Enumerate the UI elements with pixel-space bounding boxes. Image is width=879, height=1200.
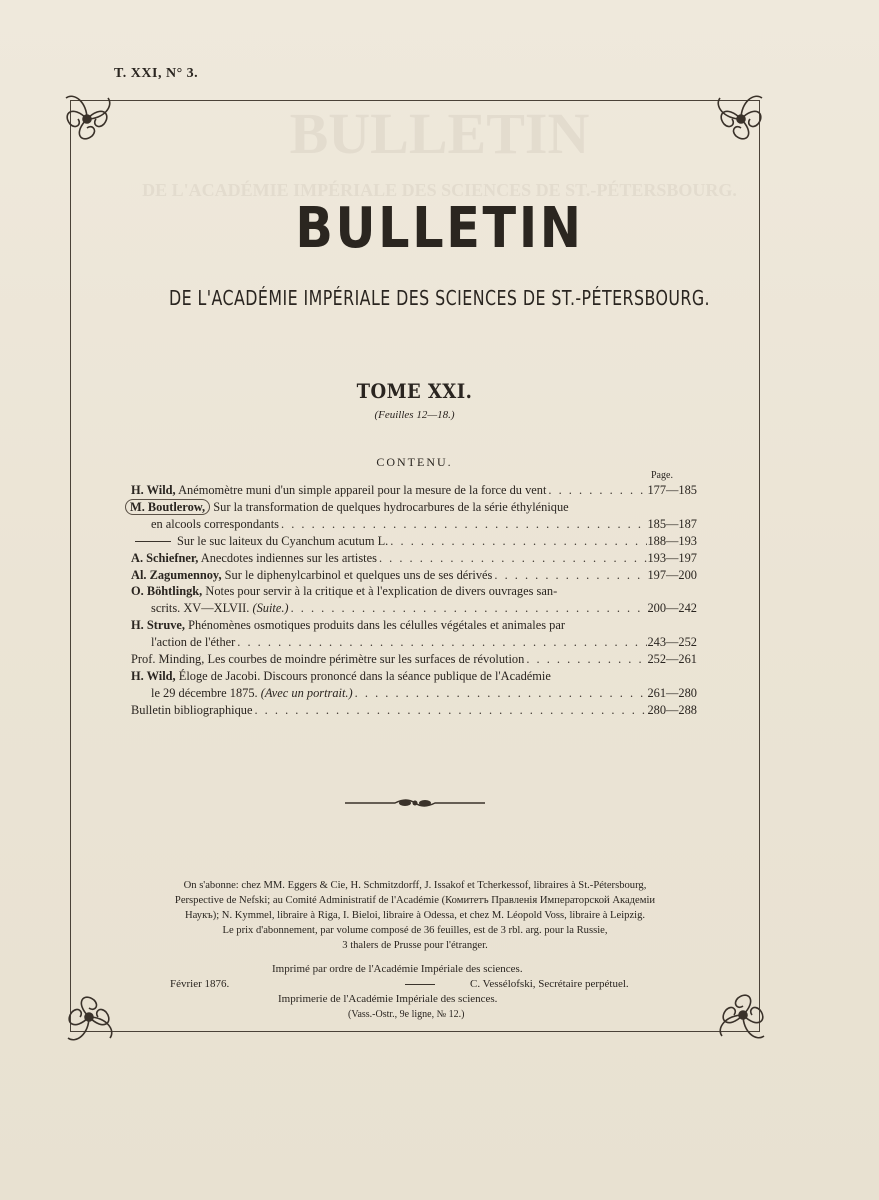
toc-entry <box>131 533 697 550</box>
corner-ornament-top-right <box>706 84 776 154</box>
toc-leader <box>492 567 647 584</box>
series-number: T. XXI, N° 3. <box>114 66 199 81</box>
toc-pages: 200—242 <box>647 601 697 616</box>
toc-entry <box>131 550 697 567</box>
toc-title: Les courbes de moindre périmètre sur les surfaces de révolution <box>207 652 525 667</box>
toc-title: Phénomènes osmotiques produits dans les célulles végétales et animales par <box>188 618 565 633</box>
toc-leader <box>546 482 647 499</box>
printer-address: (Vass.-Ostr., 9e ligne, № 12.) <box>348 1009 465 1020</box>
notice-line: Наукъ); N. Kymmel, libraire à Riga, I. Bieloi, libraire à Odessa, et chez M. Léopold Voss, libraire à Leipzig. <box>184 910 646 921</box>
notice-line: 3 thalers de Prusse pour l'étranger. <box>342 940 488 951</box>
toc-pages: 243—252 <box>647 635 697 650</box>
toc-author: M. Boutlerow, <box>125 499 210 515</box>
toc-title: Sur le suc laiteux du Cyanchum acutum L. <box>177 533 389 548</box>
toc-entry <box>131 702 697 719</box>
toc-title: Anecdotes indiennes sur les artistes <box>200 550 377 565</box>
notice-line: Le prix d'abonnement, par volume composé de 36 feuilles, est de 3 rbl. arg. pour la Russie, <box>222 925 608 936</box>
toc-leader <box>524 651 647 668</box>
corner-ornament-bottom-right <box>708 980 778 1050</box>
toc-note: (Avec un portrait.) <box>260 685 353 700</box>
contents-heading: CONTENU. <box>376 455 453 469</box>
imprint-separator <box>405 984 435 985</box>
toc-pages: 185—187 <box>647 516 697 531</box>
toc-leader <box>235 634 647 651</box>
notice-line: Perspective de Nefski; au Comité Administratif de l'Académie (Комитетъ Правленія Императорской Академіи <box>174 895 656 906</box>
toc-leader <box>353 685 648 702</box>
toc-author: Prof. Minding, <box>131 652 205 667</box>
secretary-signature: C. Vessélofski, Secrétaire perpétuel. <box>470 978 629 990</box>
toc-title: Anémomètre muni d'un simple appareil pour la mesure de la force du vent <box>178 483 547 497</box>
corner-ornament-bottom-left <box>54 982 124 1052</box>
imprint-order: Imprimé par ordre de l'Académie Impériale des sciences. <box>272 963 523 975</box>
subscription-notice <box>100 878 730 953</box>
toc-note: (Suite.) <box>252 601 289 616</box>
toc-entry <box>131 516 697 533</box>
bleed-through-title: BULLETIN <box>289 101 590 166</box>
toc-author: H. Wild, <box>131 483 176 497</box>
toc-pages: 193—197 <box>647 550 697 565</box>
notice-line: On s'abonne: chez MM. Eggers & Cie, H. Schmitzdorff, J. Issakof et Tcherkessof, libraires à St.-Pétersbourg, <box>183 880 647 891</box>
toc-entry <box>131 685 697 702</box>
toc-author: H. Struve, <box>131 618 186 633</box>
toc-pages: 177—185 <box>647 483 697 497</box>
toc-pages: 280—288 <box>647 702 697 717</box>
toc-pages: 188—193 <box>647 533 697 548</box>
toc-author: O. Böhtlingk, <box>131 584 203 599</box>
toc-pages: 197—200 <box>647 567 697 582</box>
toc-leader <box>388 533 647 550</box>
toc-title: l'action de l'éther <box>151 635 236 650</box>
page-title: BULLETIN <box>295 196 584 261</box>
table-of-contents <box>131 482 697 719</box>
toc-title: Éloge de Jacobi. Discours prononcé dans la séance publique de l'Académie <box>178 668 551 683</box>
page-subtitle: DE L'ACADÉMIE IMPÉRIALE DES SCIENCES DE ST.-PÉTERSBOURG. <box>168 286 711 310</box>
toc-leader <box>279 516 647 533</box>
toc-title: Notes pour servir à la critique et à l'explication de divers ouvrages san- <box>205 584 558 599</box>
toc-entry <box>131 668 697 685</box>
toc-leader <box>289 600 648 617</box>
toc-author: Al. Zagumennoy, <box>131 567 222 582</box>
ditto-dash <box>135 541 171 542</box>
toc-entry <box>131 651 697 668</box>
toc-pages: 252—261 <box>647 652 697 667</box>
fleuron-divider <box>345 795 485 811</box>
toc-entry <box>131 617 697 634</box>
toc-entry <box>131 499 697 516</box>
toc-title: Sur la transformation de quelques hydrocarbures de la série éthylénique <box>213 499 569 514</box>
toc-pages: 261—280 <box>647 685 697 700</box>
printer-name: Imprimerie de l'Académie Impériale des sciences. <box>278 993 498 1005</box>
feuilles-range: (Feuilles 12—18.) <box>374 409 455 421</box>
toc-title: Sur le diphenylcarbinol et quelques uns de ses dérivés <box>224 567 493 582</box>
corner-ornament-top-left <box>52 84 122 154</box>
tome-number: TOME XXI. <box>356 379 473 403</box>
toc-leader <box>252 702 647 719</box>
toc-title: en alcools correspondants <box>151 516 279 531</box>
toc-entry <box>131 634 697 651</box>
toc-author: H. Wild, <box>131 668 176 683</box>
toc-title: Bulletin bibliographique <box>131 702 253 717</box>
toc-title: scrits. XV—XLVII. <box>151 601 250 616</box>
bleed-through-subtitle: DE L'ACADÉMIE IMPÉRIALE DES SCIENCES DE ST.-PÉTERSBOURG. <box>142 180 737 200</box>
toc-entry <box>131 583 697 600</box>
toc-author: A. Schiefner, <box>131 550 199 565</box>
toc-entry <box>131 482 697 499</box>
toc-title: le 29 décembre 1875. <box>151 685 258 700</box>
toc-leader <box>377 550 647 567</box>
toc-entry <box>131 600 697 617</box>
publication-date: Février 1876. <box>170 978 230 990</box>
page-column-header: Page. <box>651 470 673 481</box>
toc-entry <box>131 567 697 584</box>
